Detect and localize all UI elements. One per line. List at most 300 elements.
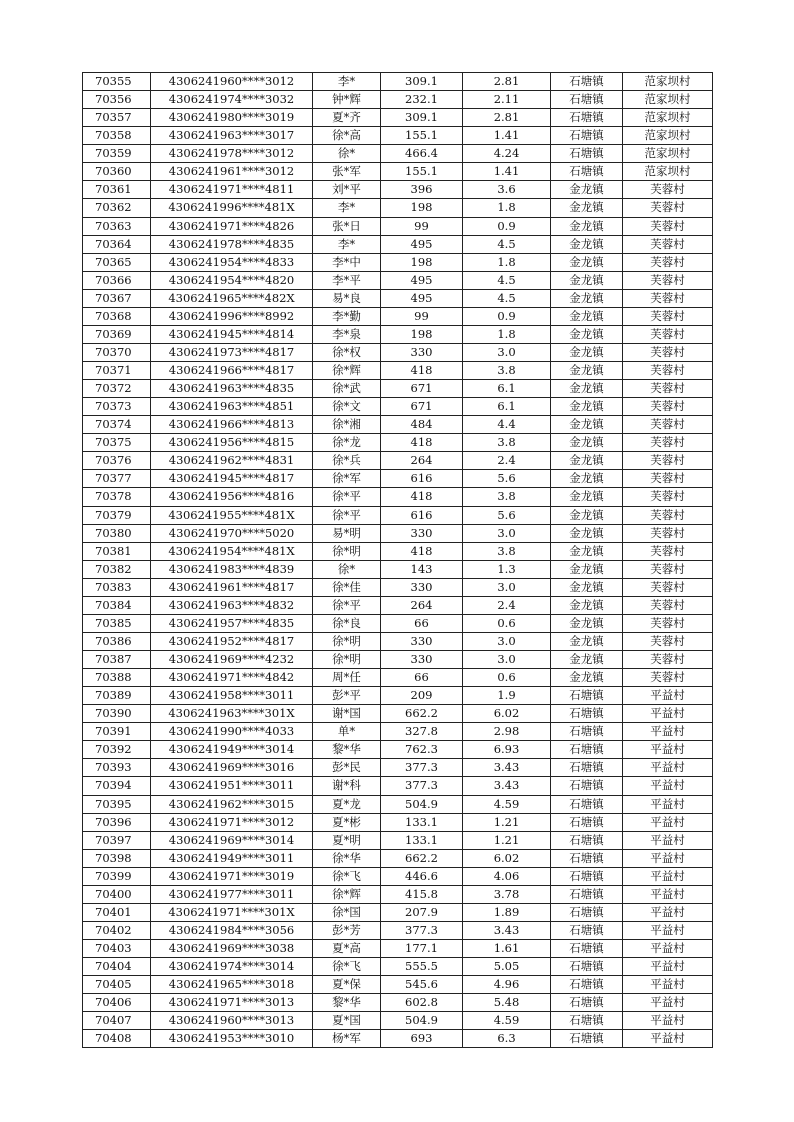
row-number-cell: 70359 — [83, 145, 151, 163]
town-cell: 石塘镇 — [551, 940, 623, 958]
row-number-cell: 70408 — [83, 1030, 151, 1048]
town-cell: 石塘镇 — [551, 831, 623, 849]
id-number-cell: 4306241954****481X — [151, 542, 313, 560]
row-number-cell: 70397 — [83, 831, 151, 849]
person-name-cell: 易*明 — [313, 524, 381, 542]
area-cell: 1.8 — [463, 325, 551, 343]
amount-cell: 99 — [381, 307, 463, 325]
area-cell: 3.43 — [463, 759, 551, 777]
village-cell: 芙蓉村 — [623, 325, 713, 343]
amount-cell: 396 — [381, 181, 463, 199]
person-name-cell: 夏*龙 — [313, 795, 381, 813]
row-number-cell: 70380 — [83, 524, 151, 542]
table-row — [83, 343, 713, 361]
amount-cell: 330 — [381, 343, 463, 361]
area-cell: 4.59 — [463, 1012, 551, 1030]
person-name-cell: 夏*彬 — [313, 813, 381, 831]
area-cell: 0.6 — [463, 614, 551, 632]
table-row — [83, 434, 713, 452]
area-cell: 2.81 — [463, 73, 551, 91]
person-name-cell: 易*良 — [313, 289, 381, 307]
area-cell: 4.96 — [463, 976, 551, 994]
id-number-cell: 4306241974****3014 — [151, 958, 313, 976]
person-name-cell: 周*任 — [313, 669, 381, 687]
amount-cell: 232.1 — [381, 91, 463, 109]
town-cell: 金龙镇 — [551, 199, 623, 217]
area-cell: 3.78 — [463, 885, 551, 903]
town-cell: 石塘镇 — [551, 903, 623, 921]
table-row — [83, 380, 713, 398]
town-cell: 石塘镇 — [551, 127, 623, 145]
table-row — [83, 1030, 713, 1048]
amount-cell: 484 — [381, 416, 463, 434]
village-cell: 平益村 — [623, 687, 713, 705]
village-cell: 范家坝村 — [623, 127, 713, 145]
person-name-cell: 黎*华 — [313, 994, 381, 1012]
row-number-cell: 70355 — [83, 73, 151, 91]
person-name-cell: 夏*国 — [313, 1012, 381, 1030]
village-cell: 范家坝村 — [623, 145, 713, 163]
village-cell: 芙蓉村 — [623, 343, 713, 361]
row-number-cell: 70363 — [83, 217, 151, 235]
row-number-cell: 70374 — [83, 416, 151, 434]
person-name-cell: 李*中 — [313, 253, 381, 271]
id-number-cell: 4306241970****5020 — [151, 524, 313, 542]
town-cell: 金龙镇 — [551, 181, 623, 199]
area-cell: 1.8 — [463, 253, 551, 271]
id-number-cell: 4306241996****481X — [151, 199, 313, 217]
row-number-cell: 70379 — [83, 506, 151, 524]
village-cell: 芙蓉村 — [623, 542, 713, 560]
village-cell: 平益村 — [623, 705, 713, 723]
town-cell: 石塘镇 — [551, 91, 623, 109]
town-cell: 金龙镇 — [551, 217, 623, 235]
town-cell: 石塘镇 — [551, 163, 623, 181]
town-cell: 石塘镇 — [551, 759, 623, 777]
village-cell: 平益村 — [623, 1012, 713, 1030]
person-name-cell: 徐*辉 — [313, 362, 381, 380]
village-cell: 芙蓉村 — [623, 253, 713, 271]
village-cell: 芙蓉村 — [623, 434, 713, 452]
town-cell: 金龙镇 — [551, 614, 623, 632]
id-number-cell: 4306241951****3011 — [151, 777, 313, 795]
area-cell: 1.89 — [463, 903, 551, 921]
area-cell: 1.41 — [463, 163, 551, 181]
town-cell: 金龙镇 — [551, 560, 623, 578]
person-name-cell: 徐*湘 — [313, 416, 381, 434]
town-cell: 金龙镇 — [551, 452, 623, 470]
id-number-cell: 4306241977****3011 — [151, 885, 313, 903]
id-number-cell: 4306241966****4817 — [151, 362, 313, 380]
row-number-cell: 70367 — [83, 289, 151, 307]
amount-cell: 155.1 — [381, 127, 463, 145]
town-cell: 石塘镇 — [551, 921, 623, 939]
table-row — [83, 217, 713, 235]
amount-cell: 209 — [381, 687, 463, 705]
table-row — [83, 759, 713, 777]
amount-cell: 415.8 — [381, 885, 463, 903]
table-row — [83, 145, 713, 163]
amount-cell: 555.5 — [381, 958, 463, 976]
person-name-cell: 徐*飞 — [313, 958, 381, 976]
town-cell: 金龙镇 — [551, 524, 623, 542]
table-row — [83, 723, 713, 741]
records-table — [82, 72, 713, 1048]
area-cell: 3.43 — [463, 777, 551, 795]
area-cell: 3.8 — [463, 362, 551, 380]
table-row — [83, 687, 713, 705]
area-cell: 3.8 — [463, 434, 551, 452]
town-cell: 金龙镇 — [551, 632, 623, 650]
amount-cell: 330 — [381, 524, 463, 542]
id-number-cell: 4306241961****3012 — [151, 163, 313, 181]
person-name-cell: 张*军 — [313, 163, 381, 181]
row-number-cell: 70362 — [83, 199, 151, 217]
id-number-cell: 4306241957****4835 — [151, 614, 313, 632]
area-cell: 3.0 — [463, 651, 551, 669]
id-number-cell: 4306241980****3019 — [151, 109, 313, 127]
amount-cell: 309.1 — [381, 109, 463, 127]
village-cell: 芙蓉村 — [623, 560, 713, 578]
area-cell: 1.8 — [463, 199, 551, 217]
village-cell: 平益村 — [623, 849, 713, 867]
id-number-cell: 4306241971****4811 — [151, 181, 313, 199]
person-name-cell: 徐*军 — [313, 470, 381, 488]
id-number-cell: 4306241996****8992 — [151, 307, 313, 325]
town-cell: 金龙镇 — [551, 434, 623, 452]
row-number-cell: 70377 — [83, 470, 151, 488]
amount-cell: 693 — [381, 1030, 463, 1048]
id-number-cell: 4306241984****3056 — [151, 921, 313, 939]
row-number-cell: 70389 — [83, 687, 151, 705]
table-row — [83, 741, 713, 759]
person-name-cell: 谢*科 — [313, 777, 381, 795]
town-cell: 石塘镇 — [551, 109, 623, 127]
row-number-cell: 70365 — [83, 253, 151, 271]
town-cell: 石塘镇 — [551, 885, 623, 903]
village-cell: 芙蓉村 — [623, 506, 713, 524]
area-cell: 1.9 — [463, 687, 551, 705]
amount-cell: 66 — [381, 669, 463, 687]
village-cell: 芙蓉村 — [623, 488, 713, 506]
table-row — [83, 488, 713, 506]
area-cell: 4.5 — [463, 271, 551, 289]
area-cell: 2.81 — [463, 109, 551, 127]
town-cell: 金龙镇 — [551, 343, 623, 361]
person-name-cell: 徐*平 — [313, 596, 381, 614]
row-number-cell: 70406 — [83, 994, 151, 1012]
area-cell: 5.6 — [463, 506, 551, 524]
village-cell: 平益村 — [623, 921, 713, 939]
area-cell: 1.21 — [463, 813, 551, 831]
town-cell: 金龙镇 — [551, 596, 623, 614]
village-cell: 芙蓉村 — [623, 669, 713, 687]
amount-cell: 198 — [381, 253, 463, 271]
town-cell: 石塘镇 — [551, 976, 623, 994]
row-number-cell: 70368 — [83, 307, 151, 325]
amount-cell: 495 — [381, 235, 463, 253]
id-number-cell: 4306241971****3012 — [151, 813, 313, 831]
table-row — [83, 614, 713, 632]
village-cell: 范家坝村 — [623, 73, 713, 91]
amount-cell: 671 — [381, 398, 463, 416]
person-name-cell: 徐*飞 — [313, 867, 381, 885]
id-number-cell: 4306241962****3015 — [151, 795, 313, 813]
area-cell: 6.1 — [463, 380, 551, 398]
row-number-cell: 70361 — [83, 181, 151, 199]
area-cell: 0.9 — [463, 217, 551, 235]
town-cell: 金龙镇 — [551, 380, 623, 398]
person-name-cell: 徐*明 — [313, 542, 381, 560]
village-cell: 平益村 — [623, 831, 713, 849]
town-cell: 石塘镇 — [551, 813, 623, 831]
amount-cell: 466.4 — [381, 145, 463, 163]
area-cell: 1.61 — [463, 940, 551, 958]
area-cell: 3.43 — [463, 921, 551, 939]
town-cell: 金龙镇 — [551, 289, 623, 307]
amount-cell: 662.2 — [381, 705, 463, 723]
table-row — [83, 813, 713, 831]
id-number-cell: 4306241960****3012 — [151, 73, 313, 91]
area-cell: 3.8 — [463, 488, 551, 506]
row-number-cell: 70381 — [83, 542, 151, 560]
amount-cell: 377.3 — [381, 777, 463, 795]
person-name-cell: 徐*明 — [313, 632, 381, 650]
id-number-cell: 4306241949****3014 — [151, 741, 313, 759]
person-name-cell: 夏*明 — [313, 831, 381, 849]
table-row — [83, 705, 713, 723]
table-row — [83, 903, 713, 921]
village-cell: 平益村 — [623, 940, 713, 958]
row-number-cell: 70383 — [83, 578, 151, 596]
amount-cell: 330 — [381, 651, 463, 669]
table-row — [83, 307, 713, 325]
area-cell: 4.59 — [463, 795, 551, 813]
village-cell: 芙蓉村 — [623, 362, 713, 380]
table-row — [83, 669, 713, 687]
village-cell: 芙蓉村 — [623, 199, 713, 217]
table-row — [83, 940, 713, 958]
amount-cell: 207.9 — [381, 903, 463, 921]
area-cell: 4.4 — [463, 416, 551, 434]
person-name-cell: 彭*芳 — [313, 921, 381, 939]
id-number-cell: 4306241956****4815 — [151, 434, 313, 452]
area-cell: 2.98 — [463, 723, 551, 741]
id-number-cell: 4306241963****301X — [151, 705, 313, 723]
id-number-cell: 4306241952****4817 — [151, 632, 313, 650]
village-cell: 芙蓉村 — [623, 235, 713, 253]
town-cell: 金龙镇 — [551, 542, 623, 560]
town-cell: 石塘镇 — [551, 705, 623, 723]
person-name-cell: 徐* — [313, 560, 381, 578]
person-name-cell: 徐*良 — [313, 614, 381, 632]
row-number-cell: 70373 — [83, 398, 151, 416]
table-row — [83, 271, 713, 289]
id-number-cell: 4306241958****3011 — [151, 687, 313, 705]
table-row — [83, 253, 713, 271]
village-cell: 平益村 — [623, 903, 713, 921]
town-cell: 石塘镇 — [551, 1030, 623, 1048]
village-cell: 芙蓉村 — [623, 217, 713, 235]
row-number-cell: 70364 — [83, 235, 151, 253]
area-cell: 2.4 — [463, 596, 551, 614]
id-number-cell: 4306241963****4832 — [151, 596, 313, 614]
id-number-cell: 4306241963****3017 — [151, 127, 313, 145]
amount-cell: 671 — [381, 380, 463, 398]
town-cell: 金龙镇 — [551, 271, 623, 289]
row-number-cell: 70371 — [83, 362, 151, 380]
person-name-cell: 徐*辉 — [313, 885, 381, 903]
village-cell: 平益村 — [623, 795, 713, 813]
town-cell: 金龙镇 — [551, 362, 623, 380]
row-number-cell: 70399 — [83, 867, 151, 885]
amount-cell: 264 — [381, 596, 463, 614]
village-cell: 范家坝村 — [623, 91, 713, 109]
person-name-cell: 徐*平 — [313, 488, 381, 506]
row-number-cell: 70387 — [83, 651, 151, 669]
village-cell: 平益村 — [623, 777, 713, 795]
village-cell: 芙蓉村 — [623, 289, 713, 307]
area-cell: 4.24 — [463, 145, 551, 163]
area-cell: 6.1 — [463, 398, 551, 416]
village-cell: 平益村 — [623, 976, 713, 994]
village-cell: 平益村 — [623, 958, 713, 976]
row-number-cell: 70366 — [83, 271, 151, 289]
person-name-cell: 徐*平 — [313, 506, 381, 524]
id-number-cell: 4306241969****4232 — [151, 651, 313, 669]
table-row — [83, 849, 713, 867]
area-cell: 3.0 — [463, 632, 551, 650]
town-cell: 石塘镇 — [551, 145, 623, 163]
town-cell: 金龙镇 — [551, 651, 623, 669]
table-row — [83, 199, 713, 217]
id-number-cell: 4306241965****482X — [151, 289, 313, 307]
table-row — [83, 163, 713, 181]
id-number-cell: 4306241965****3018 — [151, 976, 313, 994]
area-cell: 2.11 — [463, 91, 551, 109]
id-number-cell: 4306241969****3014 — [151, 831, 313, 849]
records-table-body — [83, 73, 713, 1048]
id-number-cell: 4306241978****3012 — [151, 145, 313, 163]
amount-cell: 504.9 — [381, 795, 463, 813]
village-cell: 芙蓉村 — [623, 452, 713, 470]
area-cell: 4.5 — [463, 289, 551, 307]
table-row — [83, 289, 713, 307]
village-cell: 平益村 — [623, 723, 713, 741]
person-name-cell: 徐*华 — [313, 849, 381, 867]
id-number-cell: 4306241971****3013 — [151, 994, 313, 1012]
town-cell: 金龙镇 — [551, 470, 623, 488]
amount-cell: 330 — [381, 632, 463, 650]
row-number-cell: 70398 — [83, 849, 151, 867]
person-name-cell: 钟*辉 — [313, 91, 381, 109]
table-row — [83, 831, 713, 849]
table-row — [83, 91, 713, 109]
table-row — [83, 596, 713, 614]
row-number-cell: 70369 — [83, 325, 151, 343]
village-cell: 芙蓉村 — [623, 307, 713, 325]
table-row — [83, 1012, 713, 1030]
row-number-cell: 70385 — [83, 614, 151, 632]
row-number-cell: 70356 — [83, 91, 151, 109]
row-number-cell: 70390 — [83, 705, 151, 723]
amount-cell: 418 — [381, 434, 463, 452]
id-number-cell: 4306241953****3010 — [151, 1030, 313, 1048]
amount-cell: 504.9 — [381, 1012, 463, 1030]
amount-cell: 762.3 — [381, 741, 463, 759]
amount-cell: 418 — [381, 362, 463, 380]
id-number-cell: 4306241955****481X — [151, 506, 313, 524]
row-number-cell: 70372 — [83, 380, 151, 398]
id-number-cell: 4306241983****4839 — [151, 560, 313, 578]
id-number-cell: 4306241954****4833 — [151, 253, 313, 271]
id-number-cell: 4306241990****4033 — [151, 723, 313, 741]
row-number-cell: 70407 — [83, 1012, 151, 1030]
table-row — [83, 958, 713, 976]
village-cell: 芙蓉村 — [623, 596, 713, 614]
amount-cell: 602.8 — [381, 994, 463, 1012]
amount-cell: 446.6 — [381, 867, 463, 885]
amount-cell: 177.1 — [381, 940, 463, 958]
amount-cell: 133.1 — [381, 813, 463, 831]
id-number-cell: 4306241961****4817 — [151, 578, 313, 596]
amount-cell: 309.1 — [381, 73, 463, 91]
area-cell: 0.6 — [463, 669, 551, 687]
person-name-cell: 徐*国 — [313, 903, 381, 921]
table-row — [83, 632, 713, 650]
area-cell: 3.0 — [463, 343, 551, 361]
person-name-cell: 单* — [313, 723, 381, 741]
id-number-cell: 4306241969****3038 — [151, 940, 313, 958]
town-cell: 金龙镇 — [551, 325, 623, 343]
town-cell: 金龙镇 — [551, 253, 623, 271]
area-cell: 3.8 — [463, 542, 551, 560]
row-number-cell: 70392 — [83, 741, 151, 759]
village-cell: 平益村 — [623, 885, 713, 903]
person-name-cell: 彭*平 — [313, 687, 381, 705]
person-name-cell: 徐* — [313, 145, 381, 163]
village-cell: 平益村 — [623, 813, 713, 831]
row-number-cell: 70378 — [83, 488, 151, 506]
table-row — [83, 416, 713, 434]
table-row — [83, 976, 713, 994]
town-cell: 金龙镇 — [551, 506, 623, 524]
row-number-cell: 70357 — [83, 109, 151, 127]
amount-cell: 377.3 — [381, 921, 463, 939]
person-name-cell: 徐*明 — [313, 651, 381, 669]
village-cell: 芙蓉村 — [623, 398, 713, 416]
person-name-cell: 李*平 — [313, 271, 381, 289]
village-cell: 芙蓉村 — [623, 380, 713, 398]
id-number-cell: 4306241978****4835 — [151, 235, 313, 253]
table-row — [83, 994, 713, 1012]
person-name-cell: 黎*华 — [313, 741, 381, 759]
id-number-cell: 4306241971****4842 — [151, 669, 313, 687]
row-number-cell: 70376 — [83, 452, 151, 470]
row-number-cell: 70400 — [83, 885, 151, 903]
person-name-cell: 夏*高 — [313, 940, 381, 958]
village-cell: 芙蓉村 — [623, 181, 713, 199]
table-row — [83, 127, 713, 145]
id-number-cell: 4306241971****301X — [151, 903, 313, 921]
table-row — [83, 452, 713, 470]
amount-cell: 662.2 — [381, 849, 463, 867]
person-name-cell: 徐*龙 — [313, 434, 381, 452]
amount-cell: 418 — [381, 542, 463, 560]
row-number-cell: 70382 — [83, 560, 151, 578]
area-cell: 5.05 — [463, 958, 551, 976]
amount-cell: 66 — [381, 614, 463, 632]
